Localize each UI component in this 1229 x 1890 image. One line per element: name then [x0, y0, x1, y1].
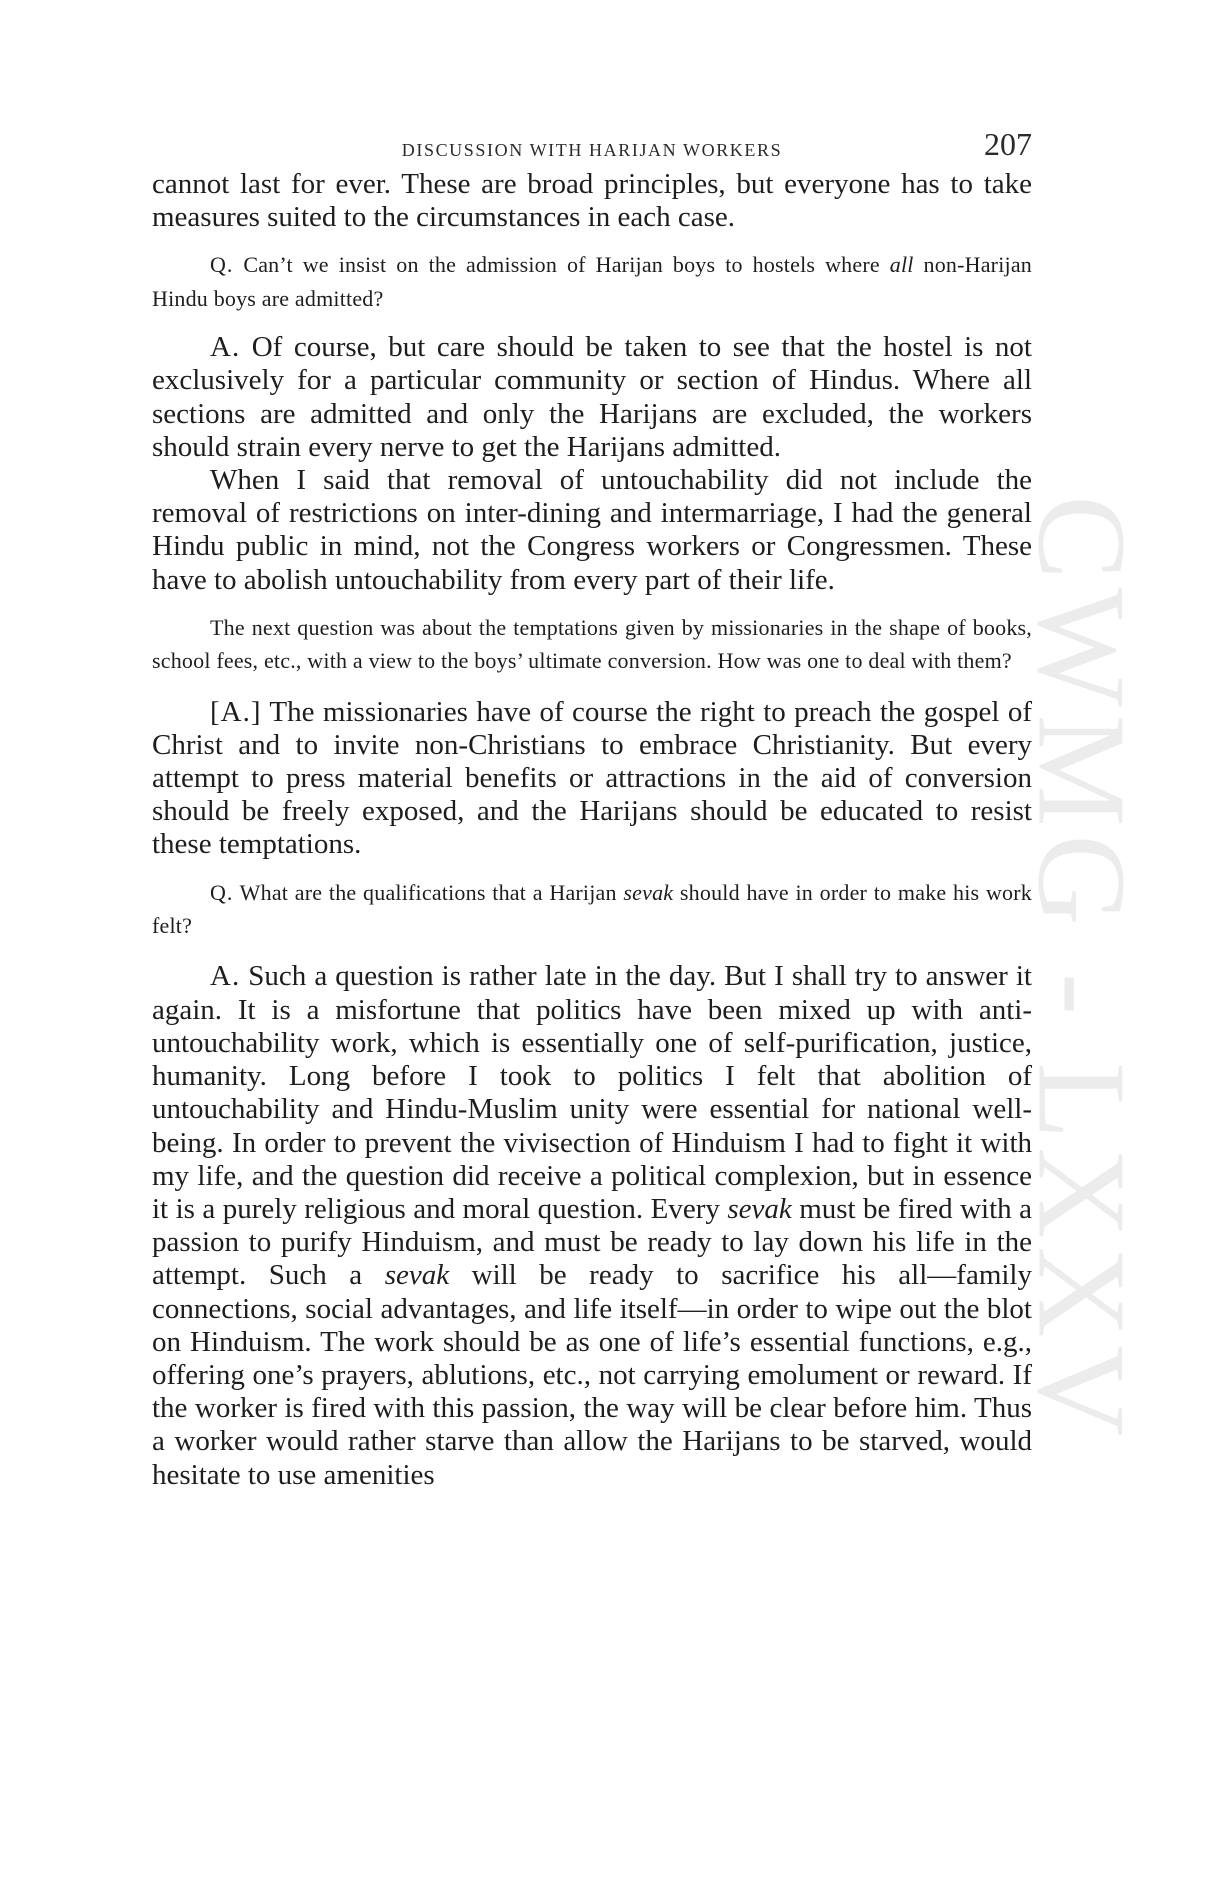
question-text: should have in order to make his work felt? — [152, 879, 1032, 939]
question-sevak-qualifications — [152, 876, 1032, 943]
answer-text: The missionaries have of course the right to preach the gospel of Christ and to invite non-Christians to embrace Christianity. But every attempt to press material benefits or attractions in the aid of conversion should be freely exposed, and the Harijans should be educated to resist these temptations. — [152, 695, 1032, 861]
running-title: DISCUSSION WITH HARIJAN WORKERS — [401, 140, 783, 160]
page-number: 207 — [984, 126, 1032, 162]
answer-sevak-qualifications — [152, 960, 1032, 1491]
question-emphasis: all — [889, 252, 914, 278]
answer-text: Such a question is rather late in the day. But I shall try to answer it again. It is a misfortune that politics have been mixed up with anti-untouchability work, which is essentially one of self-purification, justice, humanity. Long before I took to politics I felt that abolition of untouchability and Hindu-Muslim unity were essential for national well-being. In order to prevent the vivisection of Hinduism I had to fight it with my life, and the question did receive a political complexion, but in essence it is a purely religious and moral question. Every — [152, 960, 1032, 1225]
note-missionaries: The next question was about the temptations given by missionaries in the shape of books, school fees, etc., with a view to the boys’ ultimate conversion. How was one to deal with them? — [152, 614, 1032, 674]
page-content — [152, 126, 1032, 1492]
paragraph-untouchability: When I said that removal of untouchability did not include the removal of restrictions on inter-dining and intermarriage, I had the general Hindu public in mind, not the Congress workers or Congressmen. These have to abolish untouchability from every part of their life. — [152, 464, 1032, 596]
question-text: What are the qualifications that a Harijan — [233, 879, 624, 905]
answer-marker: [A.] — [210, 695, 262, 728]
question-text: non-Harijan Hindu boys are admitted? — [152, 252, 1032, 311]
answer-text: will be ready to sacrifice his all—family connections, social advantages, and life itself—in order to wipe out the blot on Hinduism. The work should be as one of life’s essential functions, e.g., offering one’s prayers, ablutions, etc., not carrying emolument or reward. If the worker is fired with this passion, the way will be clear before him. Thus a worker would rather starve than allow the Harijans to be starved, would hesitate to use amenities — [152, 1259, 1032, 1491]
answer-hostel-admission — [152, 331, 1032, 464]
question-hostel-admission — [152, 248, 1032, 315]
running-header — [152, 126, 1032, 168]
answer-text: Of course, but care should be taken to see that the hostel is not exclusively for a particular community or section of Hindus. Where all sections are admitted and only the Harijans are excluded, the workers should strain every nerve to get the Harijans admitted. — [152, 331, 1032, 463]
answer-missionaries — [152, 696, 1032, 862]
paragraph-continuation: cannot last for ever. These are broad principles, but everyone has to take measures suited to the circumstances in each case. — [152, 168, 1032, 234]
watermark-text: CWMG - LXXV — [1011, 495, 1150, 1445]
question-text: Can’t we insist on the admission of Harijan boys to hostels where — [233, 252, 890, 278]
question-marker: Q. — [210, 879, 234, 905]
question-marker: Q. — [210, 252, 234, 278]
answer-emphasis: sevak — [727, 1192, 792, 1225]
answer-text: must be fired with a passion to purify Hinduism, and must be ready to lay down his life in the attempt. Such a — [152, 1192, 1032, 1292]
answer-emphasis: sevak — [384, 1259, 450, 1292]
answer-marker: A. — [210, 331, 241, 364]
answer-marker: A. — [210, 960, 241, 993]
question-emphasis: sevak — [623, 879, 674, 905]
